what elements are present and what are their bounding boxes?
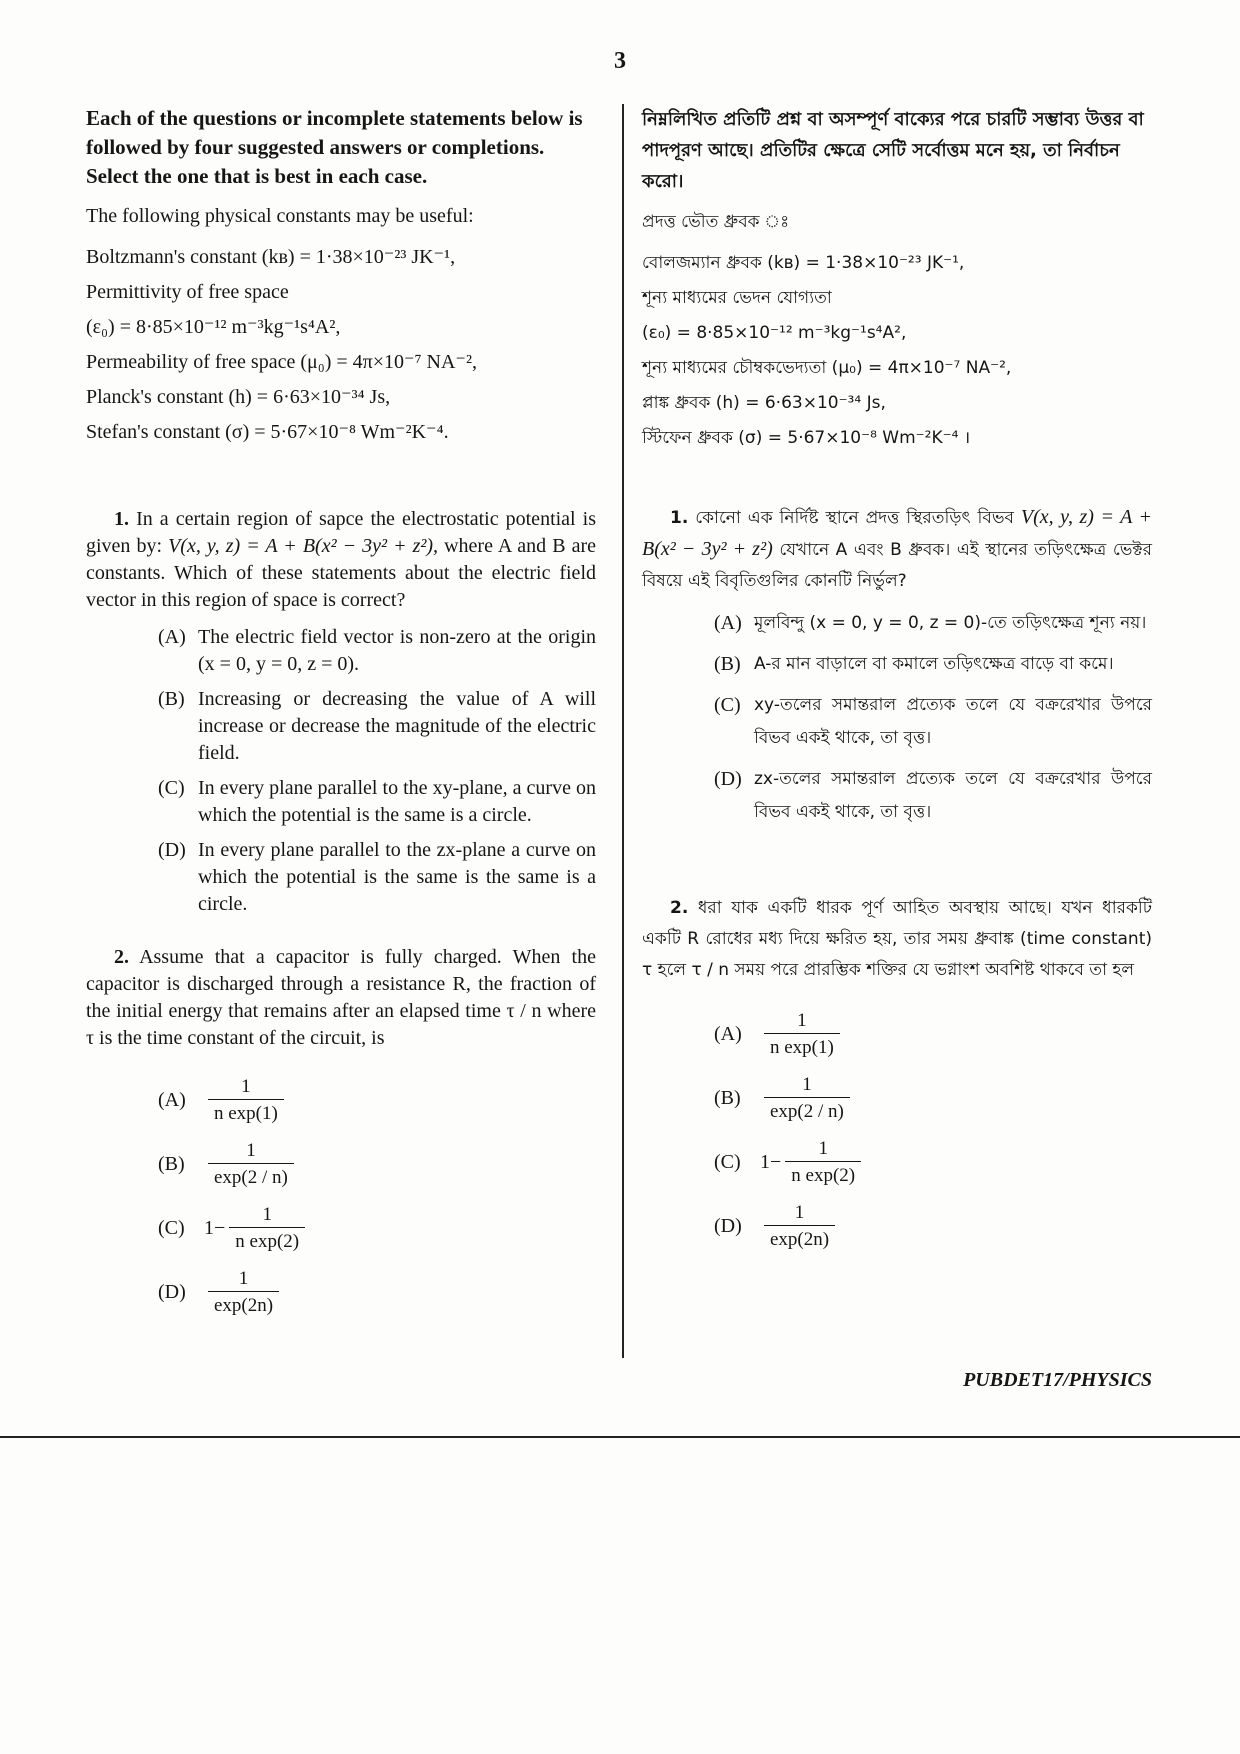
constants-list-en (86, 240, 596, 450)
fraction (208, 1139, 294, 1190)
fraction (208, 1075, 284, 1126)
numerator: 1 (241, 1075, 251, 1097)
bengali-column (642, 104, 1152, 1258)
fraction (208, 1267, 279, 1318)
option-c (714, 1130, 1152, 1194)
page-number: 3 (614, 48, 626, 74)
constant-permeability-en: Permeability of free space (μ₀) = 4π×10⁻⁷ NA⁻², (86, 351, 477, 373)
denominator: n exp(1) (208, 1099, 284, 1126)
constants-intro-en: The following physical constants may be useful: (86, 205, 474, 227)
question-1-options-bn (714, 607, 1152, 829)
denominator: exp(2 / n) (764, 1097, 850, 1124)
instructions-en: Each of the questions or incomplete statements below is followed by four suggested answers or completions. Select the one that is best in each case. (86, 106, 583, 188)
fraction (229, 1203, 305, 1254)
option-text: In every plane parallel to the zx-plane a curve on which the potential is the same is the same is a circle. (198, 839, 596, 915)
option-text: xy-তলের সমান্তরাল প্রত্যেক তলে যে বক্ররেখার উপরে বিভব একই থাকে, তা বৃত্ত। (754, 695, 1152, 748)
numerator: 1 (797, 1009, 807, 1031)
fraction (764, 1201, 835, 1252)
option-label: (C) (714, 694, 741, 716)
denominator: exp(2n) (208, 1291, 279, 1318)
question-stem: Assume that a capacitor is fully charged. When the capacitor is discharged through a resistance R, the fraction of the initial energy that remains after an elapsed time τ / n where τ is the time constant of the circuit, is (86, 946, 596, 1049)
constant-stefan-bn: স্টিফেন ধ্রুবক (σ) = 5·67×10⁻⁸ Wm⁻²K⁻⁴ । (642, 428, 971, 448)
instructions-bn: নিম্নলিখিত প্রতিটি প্রশ্ন বা অসম্পূর্ণ বাক্যের পরে চারটি সম্ভাব্য উত্তর বা পাদপূরণ আছে। প্রতিটির ক্ষেত্রে সেটি সর্বোত্তম মনে হয়, তা নির্বাচন করো। (642, 109, 1144, 192)
constant-permeability-bn: শূন্য মাধ্যমের চৌম্বকভেদ্যতা (μ₀) = 4π×10⁻⁷ NA⁻², (642, 358, 1012, 378)
constant-permittivity-value-bn: (ε₀) = 8·85×10⁻¹² m⁻³kg⁻¹s⁴A², (642, 323, 907, 343)
option-label: (B) (714, 653, 741, 675)
constant-permittivity-label-en: Permittivity of free space (86, 281, 289, 303)
numerator: 1 (246, 1139, 256, 1161)
question-number: 1. (670, 508, 689, 528)
numerator: 1 (802, 1073, 812, 1095)
question-number: 1. (114, 508, 129, 530)
fraction (764, 1073, 850, 1124)
column-divider (622, 104, 624, 1358)
denominator: n exp(2) (785, 1161, 861, 1188)
question-stem: In a certain region of sapce the electrostatic potential is given by: (86, 508, 597, 557)
fraction (764, 1009, 840, 1060)
question-2-options-bn (714, 1002, 1152, 1258)
denominator: exp(2 / n) (208, 1163, 294, 1190)
option-b (714, 648, 1152, 681)
fraction (785, 1137, 861, 1188)
option-label: (D) (714, 768, 742, 790)
option-label: (A) (714, 1022, 742, 1045)
denominator: n exp(2) (229, 1227, 305, 1254)
option-b (158, 686, 596, 767)
constant-boltzmann-bn: বোলজম্যান ধ্রুবক (kʙ) = 1·38×10⁻²³ JK⁻¹, (642, 253, 965, 273)
question-stem-continued: where A and B are constants. Which of these statements about the electric field vector in this region of space is correct? (86, 535, 596, 611)
option-d (158, 837, 596, 918)
numerator: 1 (262, 1203, 272, 1225)
question-2-options-en (158, 1068, 596, 1324)
option-prefix: 1− (204, 1216, 226, 1239)
constants-list-bn (642, 246, 1152, 456)
denominator: n exp(1) (764, 1033, 840, 1060)
option-text: In every plane parallel to the xy-plane, a curve on which the potential is the same is a circle. (198, 777, 596, 826)
question-1-options-en (158, 624, 596, 918)
potential-formula: V(x, y, z) = A + B(x² − 3y² + z²), (168, 535, 439, 557)
question-stem: কোনো এক নির্দিষ্ট স্থানে প্রদত্ত স্থিরতড়িৎ বিভব (695, 508, 1014, 528)
footer-exam-code: PUBDET17/PHYSICS (963, 1369, 1152, 1391)
option-label: (D) (714, 1214, 742, 1237)
question-1-bn (642, 502, 1152, 597)
option-label: (C) (158, 777, 185, 799)
denominator: exp(2n) (764, 1225, 835, 1252)
question-number: 2. (670, 898, 689, 918)
option-label: (C) (714, 1150, 741, 1173)
option-c (158, 775, 596, 829)
option-text: মূলবিন্দু (x = 0, y = 0, z = 0)-তে তড়িৎক্ষেত্র শূন্য নয়। (754, 613, 1147, 633)
potential-formula: V(x, y, z) = A + B(x² − 3y² + z²) (642, 506, 1152, 560)
option-label: (B) (714, 1086, 741, 1109)
question-number: 2. (114, 946, 129, 968)
option-c (158, 1196, 596, 1260)
option-a (714, 607, 1152, 640)
option-label: (D) (158, 839, 186, 861)
question-1-en (86, 506, 596, 614)
question-2-bn (642, 893, 1152, 986)
option-b (714, 1066, 1152, 1130)
numerator: 1 (238, 1267, 249, 1289)
option-a (714, 1002, 1152, 1066)
question-stem-continued: যেখানে A এবং B ধ্রুবক। এই স্থানের তড়িৎক্ষেত্র ভেক্টর বিষয়ে এই বিবৃতিগুলির কোনটি নির্ভুল? (642, 540, 1152, 591)
numerator: 1 (794, 1201, 805, 1223)
option-a (158, 624, 596, 678)
constant-planck-bn: প্লাঙ্ক ধ্রুবক (h) = 6·63×10⁻³⁴ Js, (642, 393, 886, 413)
option-label: (C) (158, 1216, 185, 1239)
option-label: (B) (158, 688, 185, 710)
bottom-rule (0, 1436, 1240, 1438)
constant-permittivity-label-bn: শূন্য মাধ্যমের ভেদন যোগ্যতা (642, 288, 832, 308)
english-column (86, 104, 596, 1324)
option-prefix: 1− (760, 1150, 782, 1173)
question-2-en (86, 944, 596, 1052)
option-d (714, 1194, 1152, 1258)
option-c (714, 689, 1152, 755)
option-d (714, 763, 1152, 829)
option-text: zx-তলের সমান্তরাল প্রত্যেক তলে যে বক্ররেখার উপরে বিভব একই থাকে, তা বৃত্ত। (754, 769, 1152, 822)
numerator: 1 (818, 1137, 828, 1159)
constant-permittivity-value-en: (ε₀) = 8·85×10⁻¹² m⁻³kg⁻¹s⁴A², (86, 316, 341, 338)
option-d (158, 1260, 596, 1324)
option-text: The electric field vector is non-zero at the origin (x = 0, y = 0, z = 0). (198, 626, 596, 675)
option-label: (A) (714, 612, 742, 634)
option-label: (A) (158, 1088, 186, 1111)
constants-intro-bn: প্রদত্ত ভৌত ধ্রুবক ঃ (642, 212, 790, 232)
question-stem: ধরা যাক একটি ধারক পূর্ণ আহিত অবস্থায় আছে। যখন ধারকটি একটি R রোধের মধ্য দিয়ে ক্ষরিত হয়, তার সময় ধ্রুবাঙ্ক (time constant) τ হলে τ / n সময় পরে প্রারম্ভিক শক্তির যে ভগ্নাংশ অবশিষ্ট থাকবে তা হল (642, 898, 1152, 980)
constant-planck-en: Planck's constant (h) = 6·63×10⁻³⁴ Js, (86, 386, 391, 408)
option-text: Increasing or decreasing the value of A will increase or decrease the magnitude of the electric field. (198, 688, 596, 764)
option-b (158, 1132, 596, 1196)
option-a (158, 1068, 596, 1132)
constant-stefan-en: Stefan's constant (σ) = 5·67×10⁻⁸ Wm⁻²K⁻⁴. (86, 421, 449, 443)
option-label: (B) (158, 1152, 185, 1175)
option-text: A-র মান বাড়ালে বা কমালে তড়িৎক্ষেত্র বাড়ে বা কমে। (754, 654, 1114, 674)
option-label: (D) (158, 1280, 186, 1303)
option-label: (A) (158, 626, 186, 648)
constant-boltzmann-en: Boltzmann's constant (kʙ) = 1·38×10⁻²³ JK⁻¹, (86, 246, 456, 268)
